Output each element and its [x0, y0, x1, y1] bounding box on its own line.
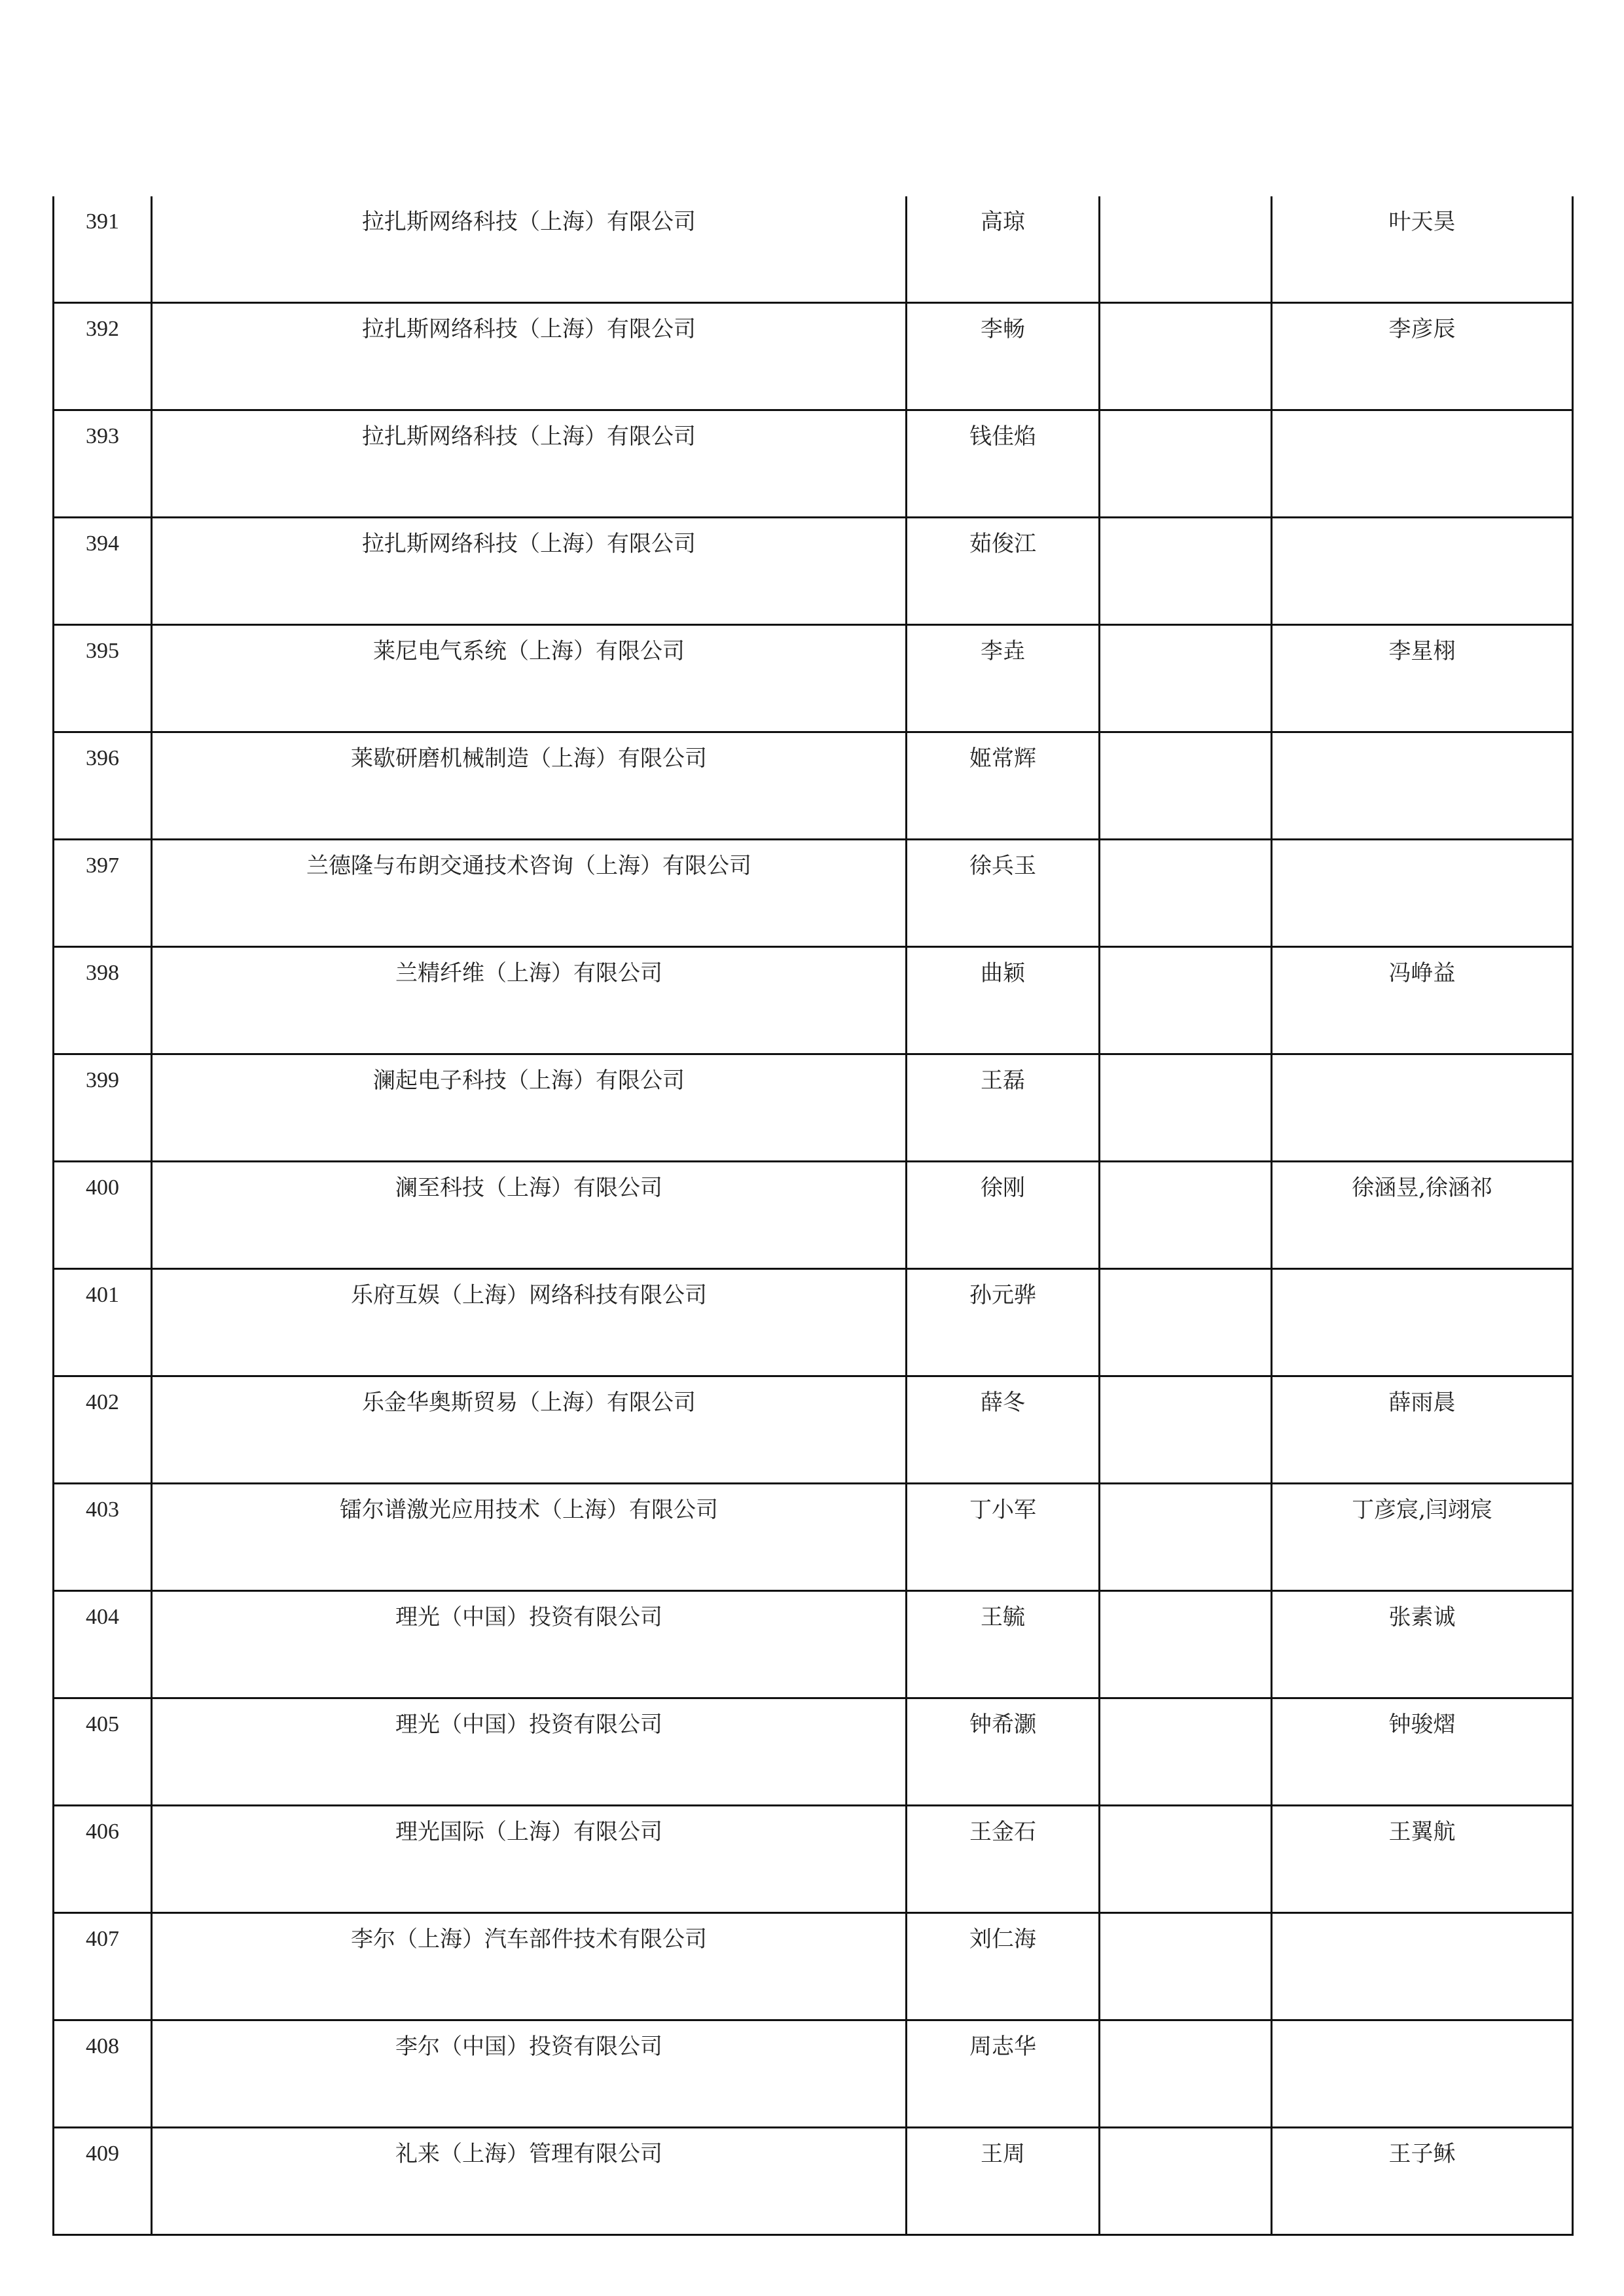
children-names-cell — [1272, 1269, 1573, 1376]
row-number-cell: 393 — [54, 410, 152, 518]
blank-cell — [1100, 410, 1272, 518]
blank-cell — [1100, 303, 1272, 410]
blank-cell — [1100, 1376, 1272, 1484]
table-row — [54, 625, 1573, 732]
employee-name-cell: 钟希灏 — [907, 1698, 1100, 1806]
employee-name-cell: 姬常辉 — [907, 732, 1100, 840]
company-cell: 莱尼电气系统（上海）有限公司 — [152, 625, 907, 732]
company-cell: 澜起电子科技（上海）有限公司 — [152, 1054, 907, 1162]
company-cell: 理光国际（上海）有限公司 — [152, 1806, 907, 1913]
blank-cell — [1100, 1698, 1272, 1806]
table-row — [54, 410, 1573, 518]
children-names-cell: 钟骏熠 — [1272, 1698, 1573, 1806]
row-number-cell: 409 — [54, 2128, 152, 2235]
company-cell: 拉扎斯网络科技（上海）有限公司 — [152, 196, 907, 303]
row-number-cell: 403 — [54, 1484, 152, 1591]
row-number-cell: 402 — [54, 1376, 152, 1484]
children-names-cell: 丁彦宸,闫翊宸 — [1272, 1484, 1573, 1591]
table-row — [54, 732, 1573, 840]
company-cell: 李尔（中国）投资有限公司 — [152, 2020, 907, 2128]
table-body — [54, 196, 1573, 2235]
children-names-cell: 李彦辰 — [1272, 303, 1573, 410]
table-row — [54, 1269, 1573, 1376]
children-names-cell — [1272, 2020, 1573, 2128]
company-cell: 乐府互娱（上海）网络科技有限公司 — [152, 1269, 907, 1376]
table-row — [54, 1806, 1573, 1913]
children-names-cell — [1272, 732, 1573, 840]
blank-cell — [1100, 518, 1272, 625]
row-number-cell: 406 — [54, 1806, 152, 1913]
blank-cell — [1100, 1806, 1272, 1913]
table-row — [54, 1484, 1573, 1591]
blank-cell — [1100, 2128, 1272, 2235]
blank-cell — [1100, 1484, 1272, 1591]
employee-name-cell: 丁小军 — [907, 1484, 1100, 1591]
company-cell: 李尔（上海）汽车部件技术有限公司 — [152, 1913, 907, 2020]
row-number-cell: 400 — [54, 1162, 152, 1269]
employee-name-cell: 王磊 — [907, 1054, 1100, 1162]
table-row — [54, 1376, 1573, 1484]
table-row — [54, 1054, 1573, 1162]
row-number-cell: 396 — [54, 732, 152, 840]
employee-name-cell: 李垚 — [907, 625, 1100, 732]
employee-name-cell: 薛冬 — [907, 1376, 1100, 1484]
company-cell: 澜至科技（上海）有限公司 — [152, 1162, 907, 1269]
children-names-cell: 冯峥益 — [1272, 947, 1573, 1054]
blank-cell — [1100, 2020, 1272, 2128]
table-row — [54, 518, 1573, 625]
employee-name-cell: 茹俊江 — [907, 518, 1100, 625]
employee-name-cell: 曲颖 — [907, 947, 1100, 1054]
table-row — [54, 1591, 1573, 1698]
company-cell: 莱歇研磨机械制造（上海）有限公司 — [152, 732, 907, 840]
blank-cell — [1100, 947, 1272, 1054]
blank-cell — [1100, 732, 1272, 840]
employee-name-cell: 徐刚 — [907, 1162, 1100, 1269]
employee-name-cell: 周志华 — [907, 2020, 1100, 2128]
table-row — [54, 196, 1573, 303]
company-cell: 镭尔谱激光应用技术（上海）有限公司 — [152, 1484, 907, 1591]
employee-name-cell: 王周 — [907, 2128, 1100, 2235]
row-number-cell: 405 — [54, 1698, 152, 1806]
table-row — [54, 2128, 1573, 2235]
employee-name-cell: 王金石 — [907, 1806, 1100, 1913]
row-number-cell: 394 — [54, 518, 152, 625]
children-names-cell — [1272, 1913, 1573, 2020]
company-cell: 兰德隆与布朗交通技术咨询（上海）有限公司 — [152, 840, 907, 947]
data-table-container — [52, 196, 1572, 2236]
employee-name-cell: 高琼 — [907, 196, 1100, 303]
blank-cell — [1100, 196, 1272, 303]
company-cell: 礼来（上海）管理有限公司 — [152, 2128, 907, 2235]
blank-cell — [1100, 1162, 1272, 1269]
children-names-cell — [1272, 518, 1573, 625]
table-row — [54, 947, 1573, 1054]
employee-name-cell: 钱佳焰 — [907, 410, 1100, 518]
company-cell: 乐金华奥斯贸易（上海）有限公司 — [152, 1376, 907, 1484]
blank-cell — [1100, 1591, 1272, 1698]
employee-name-cell: 孙元骅 — [907, 1269, 1100, 1376]
table-row — [54, 2020, 1573, 2128]
row-number-cell: 407 — [54, 1913, 152, 2020]
children-names-cell — [1272, 1054, 1573, 1162]
row-number-cell: 399 — [54, 1054, 152, 1162]
employee-name-cell: 徐兵玉 — [907, 840, 1100, 947]
children-names-cell: 叶天昊 — [1272, 196, 1573, 303]
employee-name-cell: 王毓 — [907, 1591, 1100, 1698]
blank-cell — [1100, 625, 1272, 732]
row-number-cell: 401 — [54, 1269, 152, 1376]
blank-cell — [1100, 840, 1272, 947]
children-names-cell: 王翼航 — [1272, 1806, 1573, 1913]
company-cell: 理光（中国）投资有限公司 — [152, 1698, 907, 1806]
employee-name-cell: 刘仁海 — [907, 1913, 1100, 2020]
company-cell: 理光（中国）投资有限公司 — [152, 1591, 907, 1698]
table-row — [54, 1913, 1573, 2020]
row-number-cell: 398 — [54, 947, 152, 1054]
children-names-cell — [1272, 840, 1573, 947]
data-table — [52, 196, 1574, 2236]
company-cell: 拉扎斯网络科技（上海）有限公司 — [152, 410, 907, 518]
children-names-cell: 李星栩 — [1272, 625, 1573, 732]
children-names-cell: 薛雨晨 — [1272, 1376, 1573, 1484]
row-number-cell: 404 — [54, 1591, 152, 1698]
blank-cell — [1100, 1054, 1272, 1162]
company-cell: 拉扎斯网络科技（上海）有限公司 — [152, 303, 907, 410]
children-names-cell: 王子稣 — [1272, 2128, 1573, 2235]
company-cell: 兰精纤维（上海）有限公司 — [152, 947, 907, 1054]
children-names-cell — [1272, 410, 1573, 518]
children-names-cell: 张素诚 — [1272, 1591, 1573, 1698]
table-row — [54, 840, 1573, 947]
row-number-cell: 395 — [54, 625, 152, 732]
row-number-cell: 392 — [54, 303, 152, 410]
children-names-cell: 徐涵昱,徐涵祁 — [1272, 1162, 1573, 1269]
blank-cell — [1100, 1913, 1272, 2020]
blank-cell — [1100, 1269, 1272, 1376]
table-row — [54, 303, 1573, 410]
table-row — [54, 1698, 1573, 1806]
company-cell: 拉扎斯网络科技（上海）有限公司 — [152, 518, 907, 625]
table-row — [54, 1162, 1573, 1269]
row-number-cell: 408 — [54, 2020, 152, 2128]
row-number-cell: 391 — [54, 196, 152, 303]
employee-name-cell: 李畅 — [907, 303, 1100, 410]
row-number-cell: 397 — [54, 840, 152, 947]
